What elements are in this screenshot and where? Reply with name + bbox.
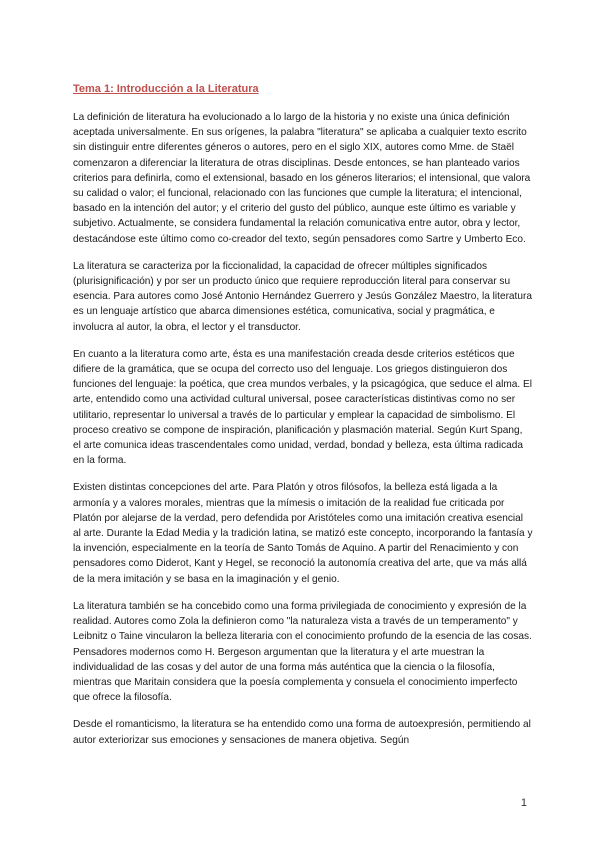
paragraph-characteristics: La literatura se caracteriza por la ficcionalidad, la capacidad de ofrecer múltiples significados (plurisignificación) y por ser un producto único que requiere reproducción literal para conservar su esencia. Para autores como José Antonio Hernández Guerrero y Jesús González Maestro, la literatura es un lenguaje artístico que abarca dimensiones estética, comunicativa, social y pragmática, e involucra al autor, la obra, el lector y el transductor. — [73, 260, 532, 333]
paragraph-art-conceptions: Existen distintas concepciones del arte. Para Platón y otros filósofos, la belleza está ligada a la armonía y a valores morales, mientras que la mímesis o imitación de la realidad fue criticada por Platón por alejarse de la verdad, pero defendida por Aristóteles como una imitación creativa esencial al arte. Durante la Edad Media y la tradición latina, se matizó este concepto, incorporando la fantasía y la invención, especialmente en la teoría de Santo Tomás de Aquino. A partir del Renacimiento y con pensadores como Diderot, Kant y Hegel, se reconoció la autonomía creativa del arte, que va más allá de la mera imitación y se basa en la imaginación y el genio. — [73, 482, 533, 585]
document-body — [73, 82, 533, 760]
paragraph-romanticism: Desde el romanticismo, la literatura se ha entendido como una forma de autoexpresión, permitiendo al autor exteriorizar sus emociones y sensaciones de manera objetiva. Según — [73, 719, 531, 746]
document-title: Tema 1: Introducción a la Literatura — [73, 83, 259, 95]
paragraph-literature-as-art: En cuanto a la literatura como arte, ésta es una manifestación creada desde criterios estéticos que difiere de la gramática, que se ocupa del correcto uso del lenguaje. Los griegos distinguieron dos funciones del lenguaje: la poética, que crea mundos verbales, y la psicagógica, que seduce el alma. El arte, entendido como una actividad cultural universal, posee características distintivas como no ser utilitario, representar lo universal a través de lo particular y emplear la capacidad de simbolismo. El proceso creativo se compone de inspiración, planificación y plasmación material. Según Kurt Spang, el arte comunica ideas trascendentales como unidad, verdad, bondad y belleza, esta última radicada en la forma. — [73, 348, 532, 467]
paragraph-definition: La definición de literatura ha evolucionado a lo largo de la historia y no existe una única definición aceptada universalmente. En sus orígenes, la palabra "literatura" se aplicaba a cualquier texto escrito sin distinguir entre diferentes géneros o autores, pero en el siglo XIX, autores como Mme. de Staël comenzaron a diferenciar la literatura de otras disciplinas. Desde entonces, se han planteado varios criterios para definirla, como el extensional, basado en los géneros literarios; el intensional, que valora su calidad o valor; el funcional, relacionado con las funciones que cumple la literatura; el intencional, basado en la intención del autor; y el criterio del gusto del público, aunque este último es variable y subjetivo. Actualmente, se considera fundamental la relación comunicativa entre autor, obra y lector, destacándose este último como co-creador del texto, según pensadores como Sartre y Umberto Eco. — [73, 112, 531, 245]
paragraph-knowledge: La literatura también se ha concebido como una forma privilegiada de conocimiento y expresión de la realidad. Autores como Zola la definieron como "la naturaleza vista a través de un temperamento" y Leibnitz o Taine vincularon la belleza literaria con el conocimiento profundo de la esencia de las cosas. Pensadores modernos como H. Bergeson argumentan que la literatura y el arte muestran la individualidad de las cosas y del autor de una forma más auténtica que la ciencia o la filosofía, mientras que Maritain considera que la poesía complementa y consuela el conocimiento imperfecto que ofrece la filosofía. — [73, 600, 532, 704]
page-number: 1 — [520, 797, 527, 809]
